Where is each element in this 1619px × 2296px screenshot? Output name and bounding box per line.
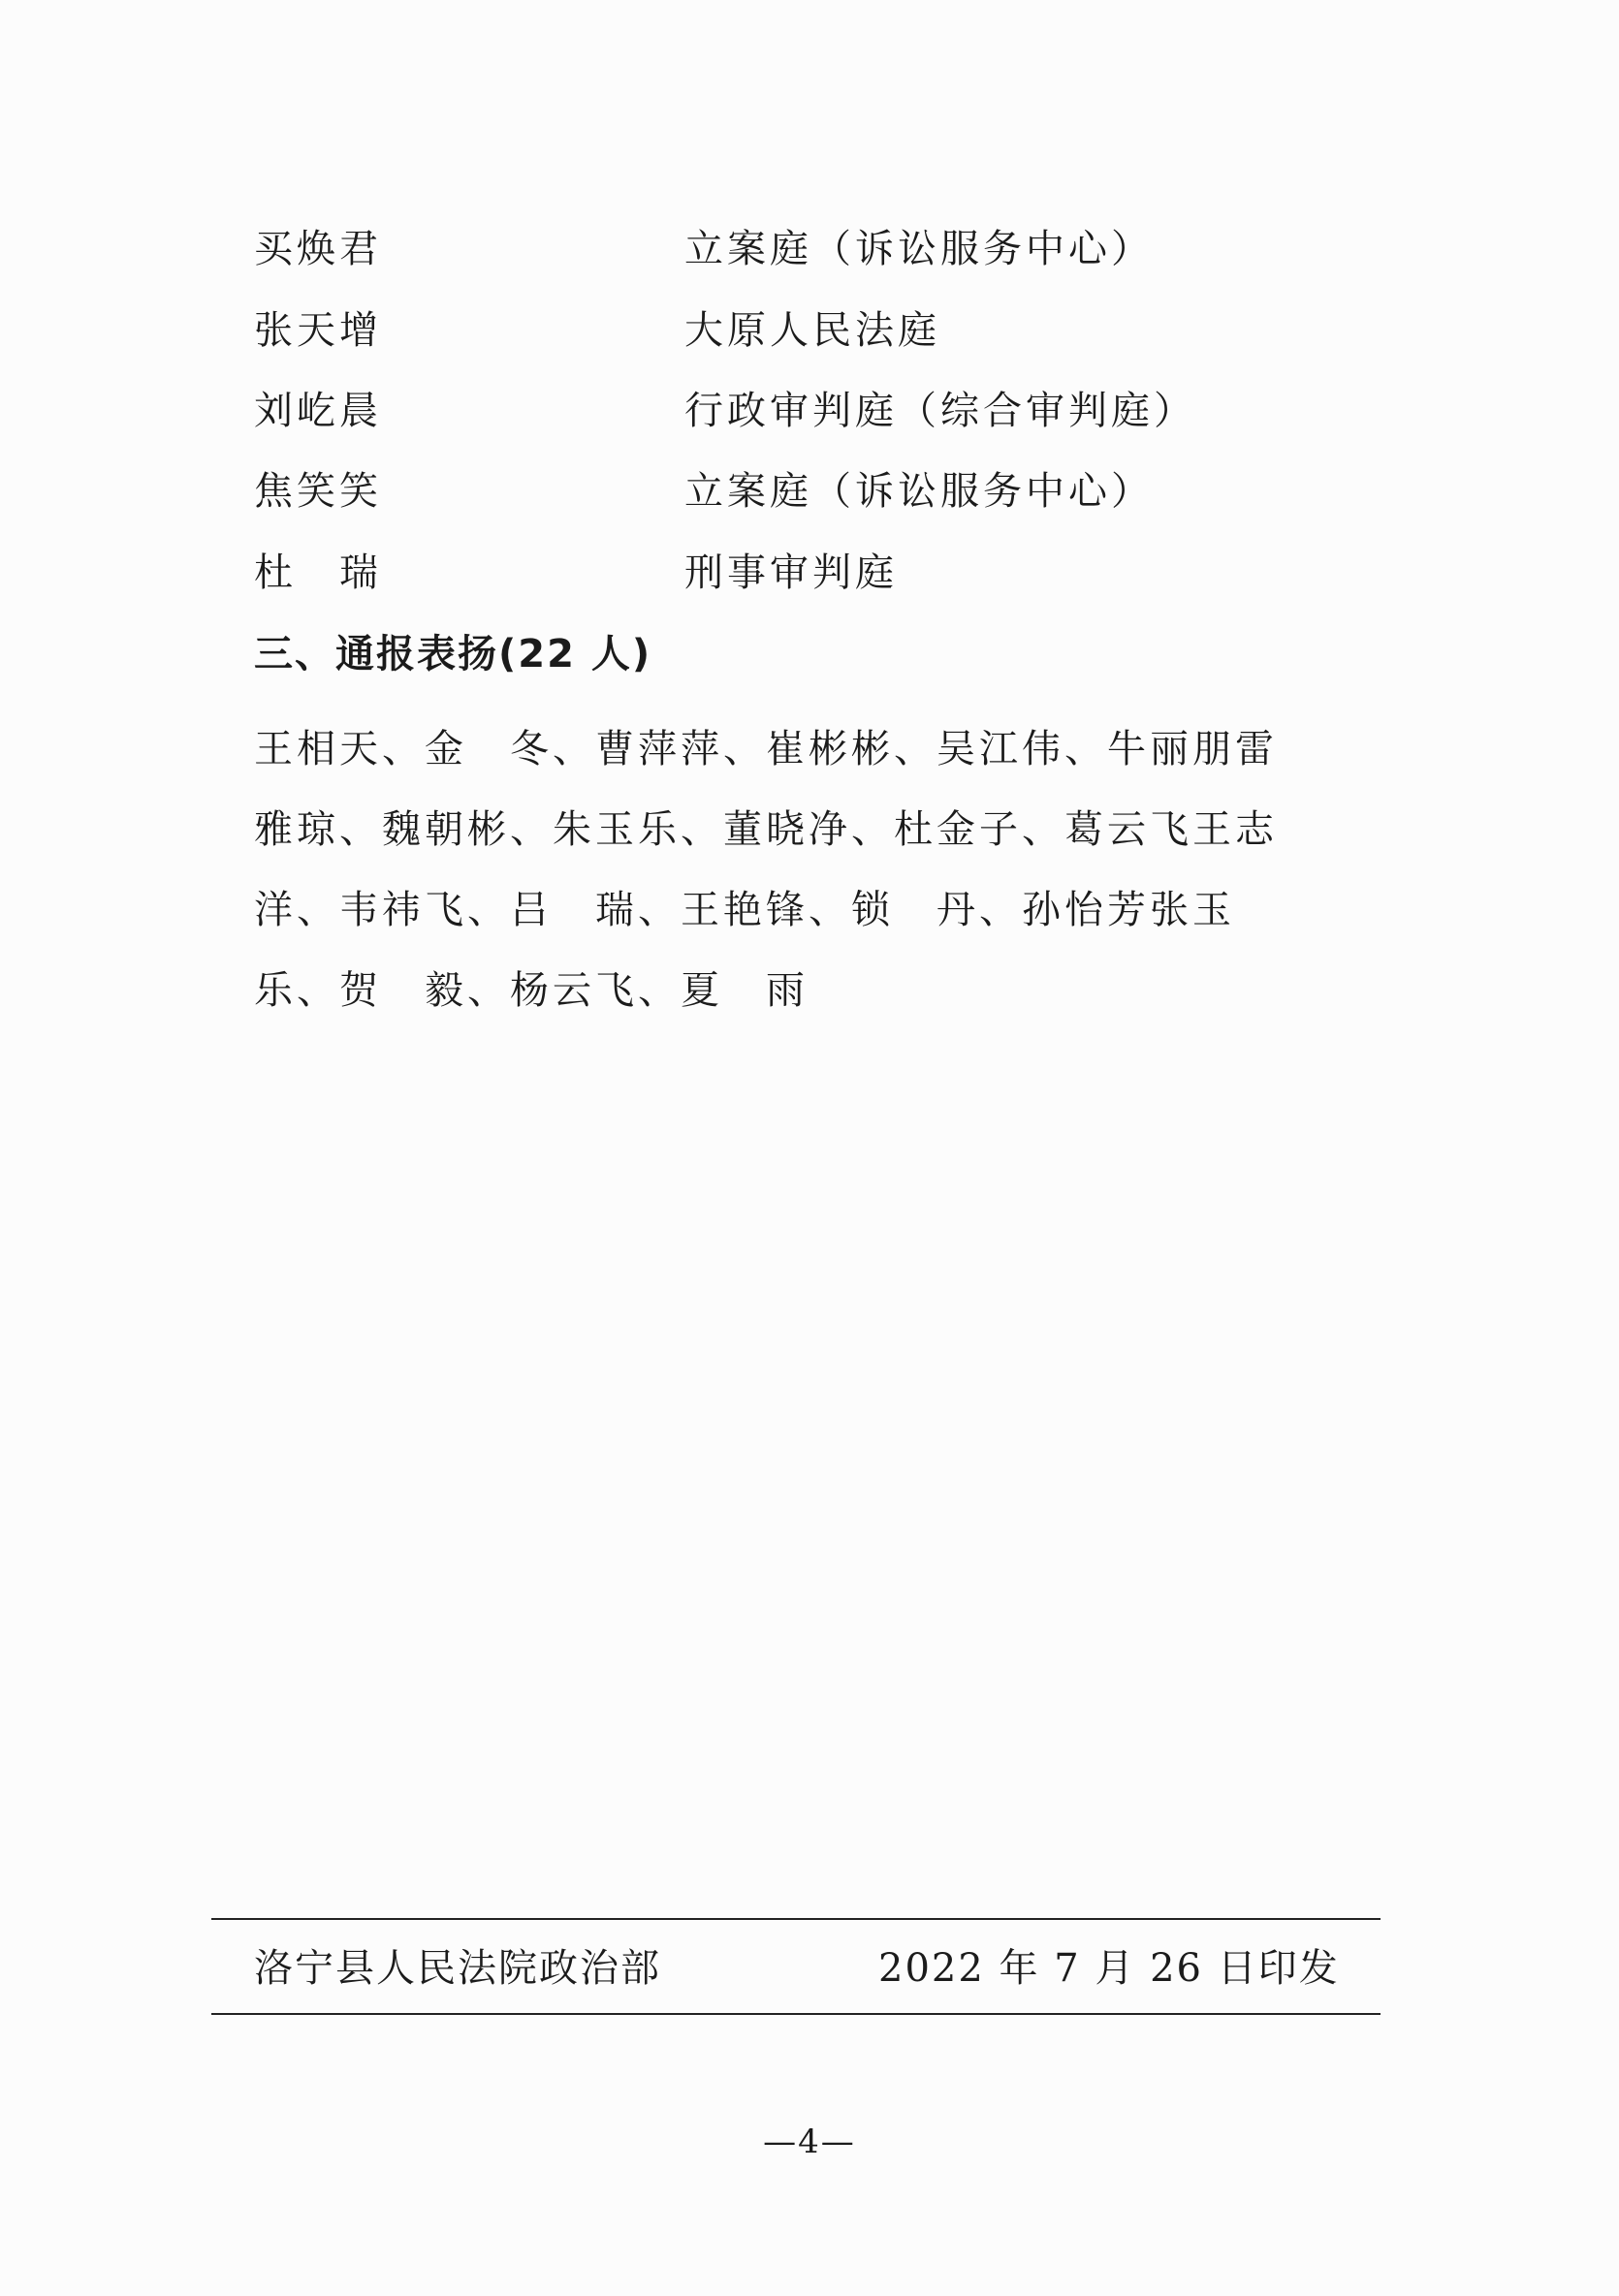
person-name: 买焕君	[254, 227, 382, 271]
person-name: 刘屹晨	[254, 389, 382, 433]
department: 立案庭（诉讼服务中心）	[684, 227, 1154, 271]
person-name: 杜 瑞	[254, 550, 382, 595]
commendation-name-list: 王相天、金 冬、曹萍萍、崔彬彬、吴江伟、牛丽朋雷雅琼、魏朝彬、朱玉乐、董晓净、杜金子、葛云飞王志洋、韦祎飞、吕 瑞、王艳锋、锁 丹、孙怡芳张玉乐、贺 毅、杨云飞、夏 雨	[254, 727, 1278, 1013]
person-name: 张天增	[254, 308, 382, 353]
department: 立案庭（诉讼服务中心）	[684, 469, 1154, 514]
page-number: —4—	[763, 2123, 856, 2161]
department: 大原人民法庭	[684, 308, 940, 353]
footer-bottom-rule	[211, 2013, 1381, 2015]
issuer: 洛宁县人民法院政治部	[254, 1946, 661, 1991]
department: 刑事审判庭	[684, 550, 898, 595]
section-heading: 三、通报表扬(22 人)	[254, 632, 652, 676]
department: 行政审判庭（综合审判庭）	[684, 389, 1196, 433]
person-name: 焦笑笑	[254, 469, 382, 514]
footer-top-rule	[211, 1918, 1381, 1920]
issue-date: 2022 年 7 月 26 日印发	[878, 1946, 1340, 1991]
